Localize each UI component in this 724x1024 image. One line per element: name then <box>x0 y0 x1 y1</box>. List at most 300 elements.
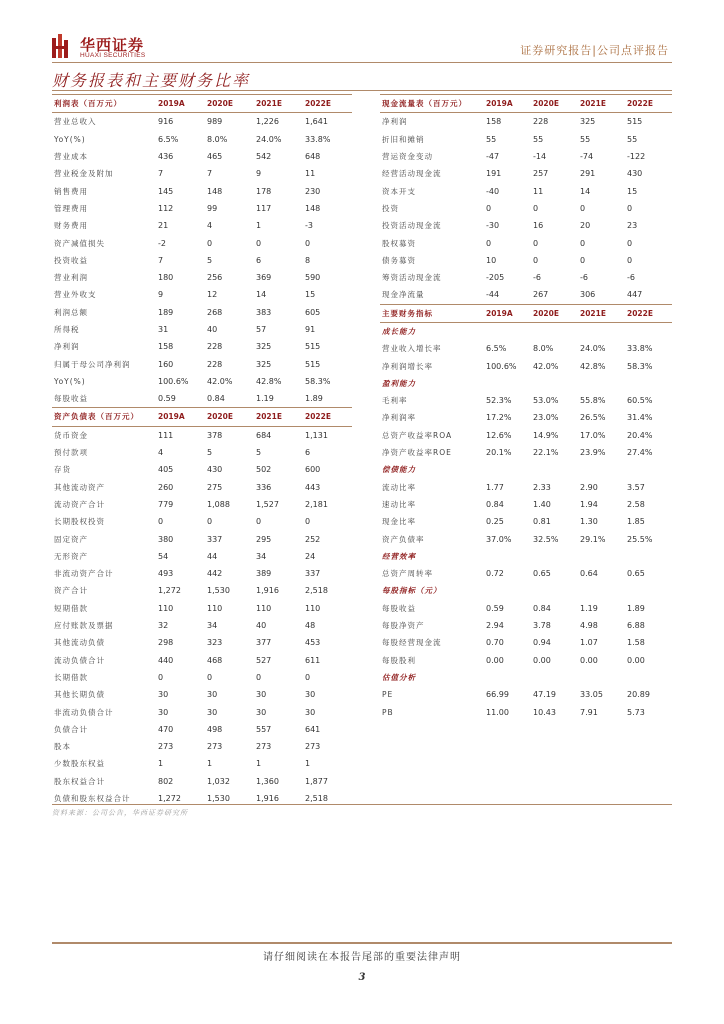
value-cell: 557 <box>256 724 272 734</box>
value-cell: 0 <box>256 238 262 248</box>
table-subsection-header <box>380 375 672 392</box>
value-cell: 99 <box>207 203 218 213</box>
value-cell: 54 <box>158 551 169 561</box>
value-cell: 57 <box>256 325 267 334</box>
table-row <box>380 427 672 444</box>
row-label: 无形资产 <box>54 551 88 561</box>
row-label: 现金比率 <box>382 517 416 527</box>
value-cell: -2 <box>158 238 166 248</box>
value-cell: 6.5% <box>486 344 507 354</box>
value-cell: 1,530 <box>207 586 230 596</box>
table-row <box>380 652 672 669</box>
row-label: 股本 <box>54 742 71 752</box>
value-cell: 15 <box>305 290 316 300</box>
table-row <box>380 217 672 234</box>
value-cell: 91 <box>305 325 316 334</box>
table-row <box>380 392 672 409</box>
value-cell: 9 <box>158 290 164 300</box>
value-cell <box>625 375 672 392</box>
row-label: 每股收益 <box>54 394 88 404</box>
table-row <box>52 721 352 738</box>
table-row <box>52 548 352 565</box>
value-cell: 24.0% <box>256 134 282 144</box>
value-cell: 442 <box>207 569 223 579</box>
row-label: 营业总收入 <box>54 117 97 127</box>
value-cell: 66.99 <box>486 690 509 700</box>
value-cell: 148 <box>207 186 223 196</box>
table-row <box>380 617 672 634</box>
table-row <box>52 703 352 720</box>
value-cell <box>484 548 531 565</box>
table-row <box>52 182 352 199</box>
table-row <box>52 304 352 321</box>
value-cell <box>578 582 625 599</box>
value-cell: 325 <box>580 117 596 127</box>
value-cell: 160 <box>158 359 174 369</box>
row-label: 股权募资 <box>382 238 416 248</box>
value-cell: 1,272 <box>158 586 181 596</box>
row-label: 经营活动现金流 <box>382 169 442 179</box>
value-cell: 1 <box>256 221 262 231</box>
row-label: 投资 <box>382 203 399 213</box>
value-cell <box>625 548 672 565</box>
table-row <box>380 165 672 182</box>
value-cell <box>625 322 672 340</box>
value-cell: 600 <box>305 465 321 475</box>
value-cell: 55 <box>486 134 497 144</box>
row-label: 流动负债合计 <box>54 655 105 665</box>
value-cell: 1.58 <box>627 638 645 648</box>
value-cell: 30 <box>256 707 267 717</box>
value-cell: 0.94 <box>533 638 551 648</box>
value-cell: 0 <box>207 517 213 527</box>
row-label: 预付款项 <box>54 448 88 458</box>
value-cell: 52.3% <box>486 396 512 406</box>
page-number: 3 <box>358 972 366 983</box>
value-cell: 5 <box>256 448 262 458</box>
table-subsection-header <box>380 669 672 686</box>
value-cell: 11 <box>305 169 316 179</box>
row-label: 营业外收支 <box>54 290 97 300</box>
table-row <box>52 738 352 755</box>
value-cell: 24 <box>305 551 316 561</box>
year-header-cell: 2020E <box>205 408 254 426</box>
value-cell: 30 <box>158 690 169 700</box>
value-cell: 0 <box>627 203 633 213</box>
value-cell: 7 <box>207 169 213 179</box>
value-cell: 31 <box>158 325 169 334</box>
value-cell: -6 <box>533 273 541 283</box>
row-label: 其他流动负债 <box>54 638 105 648</box>
value-cell: 1.19 <box>580 603 598 613</box>
value-cell: 0.72 <box>486 569 504 579</box>
table-row <box>52 565 352 582</box>
value-cell: 3.78 <box>533 621 551 631</box>
value-cell: 453 <box>305 638 321 648</box>
table-row <box>380 634 672 651</box>
value-cell: 5 <box>207 255 213 265</box>
value-cell: 11.00 <box>486 707 509 717</box>
value-cell: 436 <box>158 152 174 162</box>
value-cell: 0.00 <box>486 655 504 665</box>
row-label: 净利润增长率 <box>382 361 433 371</box>
value-cell: 6 <box>305 448 311 458</box>
value-cell: 110 <box>207 603 223 613</box>
value-cell: 31.4% <box>627 413 653 423</box>
table-subsection-header <box>380 461 672 478</box>
value-cell <box>625 582 672 599</box>
value-cell: 2,181 <box>305 499 328 509</box>
value-cell: 325 <box>256 359 272 369</box>
year-header-cell: 2020E <box>531 304 578 322</box>
value-cell: 5.73 <box>627 707 645 717</box>
table-row <box>52 600 352 617</box>
row-label: 应付账款及票据 <box>54 621 114 631</box>
value-cell: 779 <box>158 499 174 509</box>
value-cell: 0.65 <box>627 569 645 579</box>
value-cell: 447 <box>627 290 643 300</box>
value-cell: 23.9% <box>580 448 606 458</box>
value-cell: 0 <box>627 238 633 248</box>
value-cell: 0.00 <box>580 655 598 665</box>
row-label: 货币资金 <box>54 430 88 440</box>
value-cell: 0 <box>533 203 539 213</box>
value-cell: 158 <box>486 117 502 127</box>
value-cell: 1.89 <box>305 394 323 404</box>
value-cell: 20 <box>580 221 591 231</box>
value-cell: 0 <box>305 672 311 682</box>
income-balance-table <box>52 94 352 807</box>
row-label: 净利润率 <box>382 413 416 423</box>
year-header-cell: 2022E <box>303 408 352 426</box>
table-row <box>380 496 672 513</box>
value-cell: 0.84 <box>533 603 551 613</box>
value-cell: 33.8% <box>627 344 653 354</box>
value-cell: 42.0% <box>533 361 559 371</box>
value-cell: 1,530 <box>207 794 230 804</box>
value-cell: 110 <box>305 603 321 613</box>
value-cell: 55 <box>533 134 544 144</box>
value-cell: 443 <box>305 482 321 492</box>
value-cell: 468 <box>207 655 223 665</box>
value-cell: 405 <box>158 465 174 475</box>
table-bottom-divider <box>52 804 672 805</box>
table-row <box>380 286 672 304</box>
value-cell: 298 <box>158 638 174 648</box>
value-cell: 55 <box>580 134 591 144</box>
value-cell: -47 <box>486 152 500 162</box>
value-cell: 30 <box>207 690 218 700</box>
value-cell: 1.07 <box>580 638 598 648</box>
row-label: 销售费用 <box>54 186 88 196</box>
value-cell: 228 <box>207 359 223 369</box>
value-cell: 268 <box>207 307 223 317</box>
value-cell: 0 <box>158 672 164 682</box>
value-cell: 378 <box>207 430 223 440</box>
value-cell: 17.2% <box>486 413 512 423</box>
value-cell: 178 <box>256 186 272 196</box>
row-label: 净利润 <box>54 342 80 352</box>
value-cell: 4 <box>158 448 164 458</box>
row-label: 财务费用 <box>54 221 88 231</box>
table-section-header <box>380 304 672 322</box>
table-row <box>52 165 352 182</box>
row-label: 偿债能力 <box>382 465 416 475</box>
value-cell: 1,088 <box>207 499 230 509</box>
value-cell: 0.81 <box>533 517 551 527</box>
row-label: 毛利率 <box>382 396 408 406</box>
table-row <box>52 444 352 461</box>
value-cell: 493 <box>158 569 174 579</box>
value-cell: 189 <box>158 307 174 317</box>
value-cell: 527 <box>256 655 272 665</box>
value-cell: 0 <box>486 203 492 213</box>
value-cell: 44 <box>207 551 218 561</box>
value-cell: 323 <box>207 638 223 648</box>
value-cell <box>531 582 578 599</box>
table-row <box>380 200 672 217</box>
value-cell: 605 <box>305 307 321 317</box>
value-cell: 110 <box>256 603 272 613</box>
table-row <box>52 513 352 530</box>
value-cell: 440 <box>158 655 174 665</box>
table-row <box>52 200 352 217</box>
table-row <box>380 479 672 496</box>
value-cell: 542 <box>256 152 272 162</box>
value-cell: 230 <box>305 186 321 196</box>
row-label: 营业收入增长率 <box>382 344 442 354</box>
value-cell: 228 <box>207 342 223 352</box>
row-label: 资产合计 <box>54 586 88 596</box>
value-cell <box>484 375 531 392</box>
table-row <box>380 182 672 199</box>
value-cell: -6 <box>627 273 635 283</box>
table-row <box>52 373 352 390</box>
value-cell: 117 <box>256 203 272 213</box>
value-cell: 2,518 <box>305 794 328 804</box>
value-cell <box>531 461 578 478</box>
row-label: 资本开支 <box>382 186 416 196</box>
value-cell: 100.6% <box>158 376 189 386</box>
value-cell <box>625 669 672 686</box>
year-header-cell: 2019A <box>484 304 531 322</box>
value-cell: 22.1% <box>533 448 559 458</box>
table-section-header <box>52 95 352 113</box>
value-cell: 916 <box>158 117 174 127</box>
row-label: 营业税金及附加 <box>54 169 114 179</box>
value-cell: 1.77 <box>486 482 504 492</box>
table-row <box>52 634 352 651</box>
table-subsection-header <box>380 582 672 599</box>
table-row <box>52 252 352 269</box>
table-row <box>380 703 672 720</box>
logo-text-cn: 华西证券 <box>80 36 145 54</box>
value-cell: 100.6% <box>486 361 517 371</box>
row-label: 每股股利 <box>382 655 416 665</box>
value-cell: 383 <box>256 307 272 317</box>
value-cell: 0 <box>207 238 213 248</box>
value-cell <box>484 322 531 340</box>
table-row <box>52 582 352 599</box>
legal-disclaimer-note: 请仔细阅读在本报告尾部的重要法律声明 <box>263 952 461 963</box>
value-cell <box>578 375 625 392</box>
row-label: 投资活动现金流 <box>382 221 442 231</box>
value-cell: 1,272 <box>158 794 181 804</box>
table-row <box>380 234 672 251</box>
row-label: 股东权益合计 <box>54 776 105 786</box>
table-row <box>52 461 352 478</box>
table-row <box>52 479 352 496</box>
table-row <box>52 426 352 444</box>
value-cell: 1,641 <box>305 117 328 127</box>
value-cell: 2.33 <box>533 482 551 492</box>
row-label: 流动资产合计 <box>54 499 105 509</box>
value-cell <box>625 461 672 478</box>
value-cell <box>484 582 531 599</box>
table-row <box>380 357 672 374</box>
value-cell: 306 <box>580 290 596 300</box>
year-header-cell: 2020E <box>205 95 254 113</box>
table-row <box>52 321 352 338</box>
table-row <box>52 113 352 131</box>
row-label: 每股净资产 <box>382 621 425 631</box>
value-cell: 40 <box>207 325 218 334</box>
table-row <box>380 269 672 286</box>
value-cell: 0.00 <box>627 655 645 665</box>
table-row <box>380 686 672 703</box>
data-source-note: 资料来源：公司公告，华西证券研究所 <box>52 809 188 817</box>
table-row <box>380 513 672 530</box>
value-cell: 336 <box>256 482 272 492</box>
value-cell: 1.94 <box>580 499 598 509</box>
value-cell: 158 <box>158 342 174 352</box>
row-label: 速动比率 <box>382 499 416 509</box>
value-cell: 42.8% <box>256 376 282 386</box>
table-row <box>52 669 352 686</box>
value-cell: 295 <box>256 534 272 544</box>
table-row <box>380 113 672 131</box>
table-row <box>52 530 352 547</box>
year-header-cell: 2021E <box>254 408 303 426</box>
row-label: 非流动负债合计 <box>54 707 114 717</box>
value-cell: 53.0% <box>533 396 559 406</box>
value-cell: 611 <box>305 655 321 665</box>
value-cell: 34 <box>207 621 218 631</box>
value-cell: 55.8% <box>580 396 606 406</box>
value-cell: 6 <box>256 255 262 265</box>
value-cell: 267 <box>533 290 549 300</box>
report-type-label: 证券研究报告|公司点评报告 <box>520 44 669 57</box>
value-cell: 17.0% <box>580 430 606 440</box>
page-title: 财务报表和主要财务比率 <box>52 71 251 90</box>
row-label: 现金净流量 <box>382 290 425 300</box>
value-cell: -74 <box>580 152 594 162</box>
row-label: 每股经营现金流 <box>382 638 442 648</box>
row-label: PB <box>382 707 394 717</box>
table-row <box>380 600 672 617</box>
value-cell: 0.65 <box>533 569 551 579</box>
year-header-cell: 2022E <box>625 95 672 113</box>
value-cell: 30 <box>207 707 218 717</box>
value-cell: 2.58 <box>627 499 645 509</box>
value-cell: 30 <box>256 690 267 700</box>
row-label: 经营效率 <box>382 551 416 561</box>
table-row <box>52 686 352 703</box>
value-cell: 1,032 <box>207 776 230 786</box>
value-cell: 42.8% <box>580 361 606 371</box>
value-cell: 1,131 <box>305 430 328 440</box>
value-cell: 6.88 <box>627 621 645 631</box>
table-row <box>52 496 352 513</box>
table-row <box>52 773 352 790</box>
value-cell <box>531 669 578 686</box>
year-header-cell: 2019A <box>484 95 531 113</box>
value-cell: 0 <box>580 238 586 248</box>
value-cell: 1,916 <box>256 794 279 804</box>
value-cell: 0 <box>256 672 262 682</box>
value-cell: 112 <box>158 203 174 213</box>
value-cell: -3 <box>305 221 313 231</box>
value-cell: 16 <box>533 221 544 231</box>
value-cell: 337 <box>305 569 321 579</box>
table-row <box>380 340 672 357</box>
row-label: 主要财务指标 <box>380 304 484 322</box>
value-cell: 590 <box>305 273 321 283</box>
value-cell: 8 <box>305 255 311 265</box>
value-cell: 20.89 <box>627 690 650 700</box>
value-cell: 273 <box>305 742 321 752</box>
row-label: PE <box>382 690 394 700</box>
year-header-cell: 2021E <box>578 95 625 113</box>
row-label: 总资产周转率 <box>382 569 433 579</box>
table-row <box>52 355 352 372</box>
value-cell <box>578 461 625 478</box>
value-cell: 32 <box>158 621 169 631</box>
row-label: 固定资产 <box>54 534 88 544</box>
row-label: 净资产收益率ROE <box>382 448 452 458</box>
value-cell: 0.25 <box>486 517 504 527</box>
value-cell: 55 <box>627 134 638 144</box>
table-row <box>52 617 352 634</box>
value-cell: 684 <box>256 430 272 440</box>
value-cell: 0.00 <box>533 655 551 665</box>
value-cell: 1,877 <box>305 776 328 786</box>
table-row <box>52 286 352 303</box>
value-cell: 502 <box>256 465 272 475</box>
row-label: 归属于母公司净利润 <box>54 359 131 369</box>
value-cell: 23 <box>627 221 638 231</box>
value-cell: 30 <box>305 690 316 700</box>
row-label: 非流动资产合计 <box>54 569 114 579</box>
value-cell: 1,527 <box>256 499 279 509</box>
row-label: 营业利润 <box>54 273 88 283</box>
value-cell: 8.0% <box>207 134 228 144</box>
value-cell: 369 <box>256 273 272 283</box>
value-cell: 1,226 <box>256 117 279 127</box>
value-cell: 515 <box>305 359 321 369</box>
header-divider <box>52 62 672 63</box>
table-row <box>52 338 352 355</box>
row-label: 每股指标（元） <box>382 586 442 596</box>
year-header-cell: 2020E <box>531 95 578 113</box>
row-label: 资产负债表（百万元） <box>52 408 156 426</box>
value-cell: 648 <box>305 152 321 162</box>
value-cell: 2.90 <box>580 482 598 492</box>
value-cell: 110 <box>158 603 174 613</box>
row-label: 折旧和摊销 <box>382 134 425 144</box>
value-cell: 145 <box>158 186 174 196</box>
row-label: 负债合计 <box>54 724 88 734</box>
